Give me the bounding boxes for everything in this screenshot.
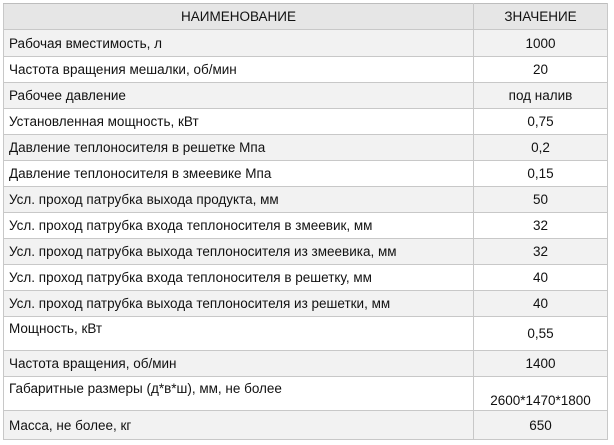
row-value: 50 (474, 187, 608, 213)
table-row (4, 317, 608, 351)
row-value: 650 (474, 411, 608, 440)
table-row (4, 377, 608, 411)
spec-table (3, 3, 608, 440)
row-value: 32 (474, 239, 608, 265)
row-value: под налив (474, 83, 608, 109)
table-row (4, 187, 608, 213)
row-value: 40 (474, 291, 608, 317)
row-value: 2600*1470*1800 (474, 377, 608, 411)
row-name: Давление теплоносителя в змеевике Мпа (4, 161, 474, 187)
row-name: Усл. проход патрубка выхода теплоносителя из решетки, мм (4, 291, 474, 317)
table-row (4, 30, 608, 57)
row-value: 20 (474, 57, 608, 83)
row-name: Давление теплоносителя в решетке Мпа (4, 135, 474, 161)
table-row (4, 265, 608, 291)
table-header-row (4, 4, 608, 30)
row-name: Габаритные размеры (д*в*ш), мм, не более (4, 377, 474, 411)
table-row (4, 161, 608, 187)
row-name: Мощность, кВт (4, 317, 474, 351)
table-row (4, 213, 608, 239)
row-name: Установленная мощность, кВт (4, 109, 474, 135)
row-value: 0,75 (474, 109, 608, 135)
column-header-name: НАИМЕНОВАНИЕ (4, 4, 474, 30)
row-value: 40 (474, 265, 608, 291)
row-name: Частота вращения, об/мин (4, 351, 474, 377)
row-value: 0,2 (474, 135, 608, 161)
row-name: Масса, не более, кг (4, 411, 474, 440)
row-name: Усл. проход патрубка входа теплоносителя в змеевик, мм (4, 213, 474, 239)
row-name: Усл. проход патрубка входа теплоносителя в решетку, мм (4, 265, 474, 291)
table-row (4, 291, 608, 317)
column-header-value: ЗНАЧЕНИЕ (474, 4, 608, 30)
row-value: 1400 (474, 351, 608, 377)
row-value: 1000 (474, 30, 608, 57)
table-row (4, 411, 608, 440)
table-row (4, 83, 608, 109)
table-row (4, 109, 608, 135)
table-row (4, 351, 608, 377)
row-name: Частота вращения мешалки, об/мин (4, 57, 474, 83)
table-row (4, 239, 608, 265)
row-value: 32 (474, 213, 608, 239)
row-name: Рабочая вместимость, л (4, 30, 474, 57)
table-row (4, 135, 608, 161)
row-value: 0,15 (474, 161, 608, 187)
row-value: 0,55 (474, 317, 608, 351)
row-name: Рабочее давление (4, 83, 474, 109)
row-name: Усл. проход патрубка выхода теплоносителя из змеевика, мм (4, 239, 474, 265)
row-name: Усл. проход патрубка выхода продукта, мм (4, 187, 474, 213)
table-row (4, 57, 608, 83)
